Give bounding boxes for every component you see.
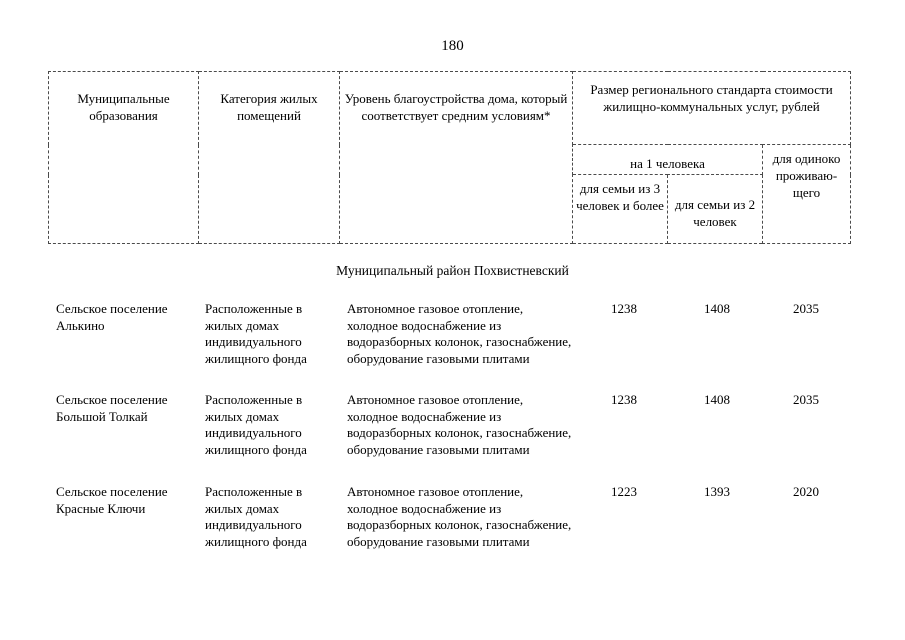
single-cell: 2035	[793, 392, 819, 407]
family-3-cell: 1238	[611, 301, 637, 316]
municipality-cell: Сельское поселение Алькино	[56, 301, 168, 333]
category-cell: Расположенные в жилых домах индивидуального жилищного фонда	[205, 484, 307, 549]
single-cell: 2020	[793, 484, 819, 499]
header-category: Категория жилых помещений	[199, 72, 340, 244]
header-family-3: для семьи из 3 человек и более	[573, 175, 668, 244]
family-3-cell: 1238	[611, 392, 637, 407]
municipality-cell: Сельское поселение Красные Ключи	[56, 484, 168, 516]
table-row	[0, 301, 905, 387]
single-cell: 2035	[793, 301, 819, 316]
header-per-person: на 1 человека	[573, 145, 763, 175]
level-cell: Автономное газовое отопление, холодное водоснабжение из водоразборных колонок, газоснабжение, оборудование газовыми плитами	[347, 301, 572, 366]
district-title: Муниципальный район Похвистневский	[336, 263, 569, 278]
level-cell: Автономное газовое отопление, холодное водоснабжение из водоразборных колонок, газоснабжение, оборудование газовыми плитами	[347, 392, 572, 457]
family-2-cell: 1393	[704, 484, 730, 499]
family-3-cell: 1223	[611, 484, 637, 499]
table-header	[48, 71, 851, 244]
family-2-cell: 1408	[704, 301, 730, 316]
header-standard: Размер регионального стандарта стоимости жилищно-коммунальных услуг, рублей	[573, 72, 851, 145]
municipality-cell: Сельское поселение Большой Толкай	[56, 392, 168, 424]
header-single: для одиноко проживаю-щего	[763, 145, 851, 244]
level-cell: Автономное газовое отопление, холодное водоснабжение из водоразборных колонок, газоснабжение, оборудование газовыми плитами	[347, 484, 572, 549]
category-cell: Расположенные в жилых домах индивидуального жилищного фонда	[205, 392, 307, 457]
header-level: Уровень благоустройства дома, который соответствует средним условиям*	[340, 72, 573, 244]
table-row	[0, 392, 905, 478]
family-2-cell: 1408	[704, 392, 730, 407]
page-number: 180	[441, 38, 464, 54]
header-municipal: Муниципальные образования	[49, 72, 199, 244]
table-row	[0, 484, 905, 570]
header-family-2: для семьи из 2 человек	[668, 175, 763, 244]
category-cell: Расположенные в жилых домах индивидуального жилищного фонда	[205, 301, 307, 366]
